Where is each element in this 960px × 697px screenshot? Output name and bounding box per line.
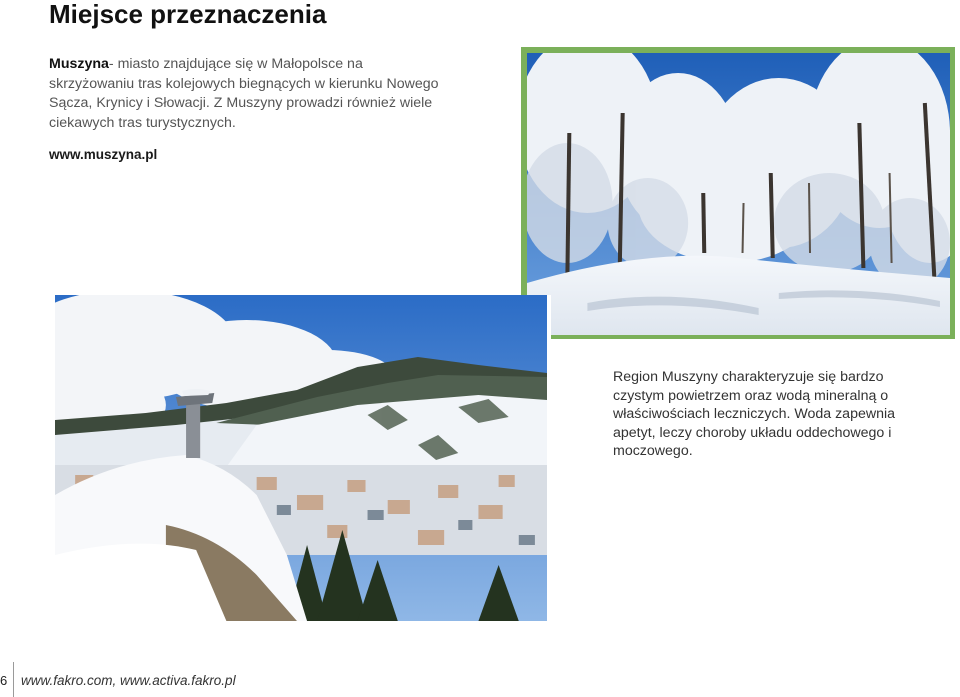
intro-paragraph (49, 55, 449, 133)
intro-text: - miasto znajdujące się w Małopolsce na skrzyżowaniu tras kolejowych biegnących w kierunku Nowego Sącza, Krynicy i Słowacji. Z Muszyny prowadzi również wiele ciekawych tras turystycznych. (49, 56, 439, 131)
snowy-forest-photo (521, 47, 955, 339)
region-description: Region Muszyny charakteryzuje się bardzo czystym powietrzem oraz wodą mineralną o właściwościach leczniczych. Woda zapewnia apetyt, leczy choroby układu oddechowego i moczowego. (613, 369, 896, 459)
snowy-town-photo (51, 295, 551, 625)
website-link[interactable]: www.muszyna.pl (49, 147, 158, 162)
page-title: Miejsce przeznaczenia (49, 0, 327, 29)
footer-links[interactable]: www.fakro.com, www.activa.fakro.pl (21, 673, 236, 688)
intro-lead: Muszyna (49, 56, 109, 72)
page-number: 6 (0, 673, 8, 688)
snowy-town-image (55, 295, 547, 621)
footer-divider (13, 662, 14, 697)
snowy-forest-image (527, 53, 950, 335)
